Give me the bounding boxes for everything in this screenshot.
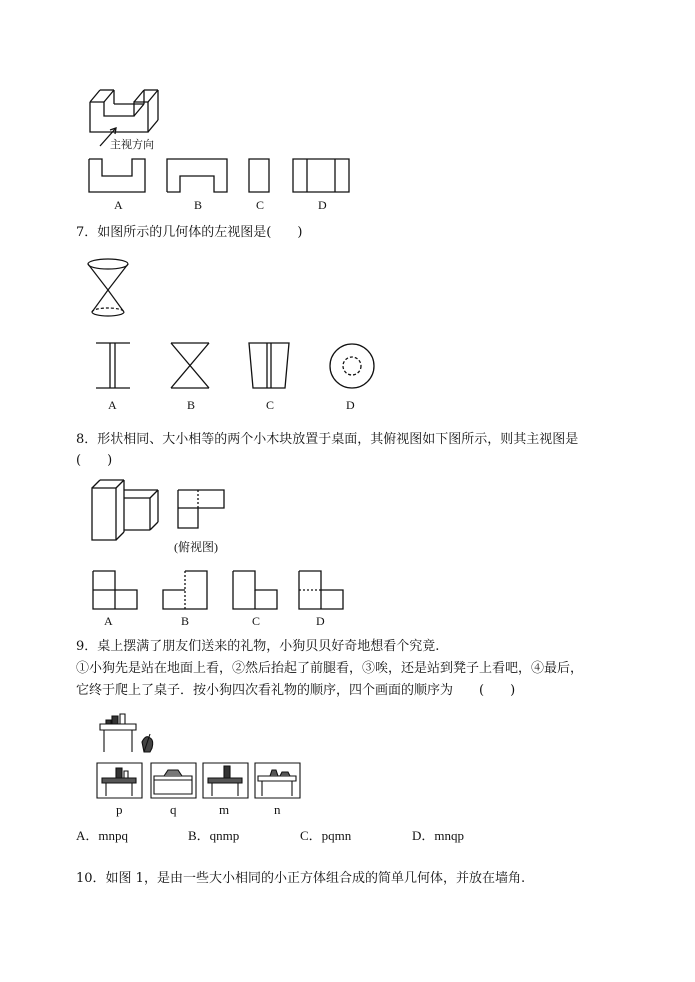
- q7-option-d-label: D: [346, 398, 355, 412]
- q8-option-a-figure: [92, 570, 140, 612]
- q6-option-d-label: D: [318, 198, 327, 212]
- q6-option-a-label: A: [114, 198, 123, 212]
- q6-option-b-figure: [166, 158, 230, 194]
- q9-choice-b: B．qnmp: [188, 828, 240, 843]
- q6-option-c-figure: [248, 158, 272, 194]
- picture-q-label: q: [170, 802, 177, 817]
- q8-option-d-figure: [298, 570, 346, 612]
- q9-choice-c: C．pqmn: [300, 828, 352, 843]
- top-view-label: (俯视图): [174, 540, 218, 554]
- q7-option-a-label: A: [108, 398, 117, 412]
- q8-option-c-label: C: [252, 614, 261, 628]
- wood-blocks-figure: [90, 478, 166, 544]
- q10-question: 10．如图 1，是由一些大小相同的小正方体组合成的简单几何体，并放在墙角.: [76, 871, 526, 886]
- double-cone-figure: [84, 258, 134, 320]
- q6-option-b-label: B: [194, 198, 203, 212]
- q7-option-c-figure: [248, 342, 292, 390]
- picture-m-label: m: [219, 802, 230, 817]
- top-view-figure: [176, 488, 228, 532]
- q8-option-b-label: B: [181, 614, 190, 628]
- q8-question-line1: 8．形状相同、大小相等的两个小木块放置于桌面，其俯视图如下图所示，则其主视图是: [76, 432, 579, 447]
- q9-question-line3: 它终于爬上了桌子．按小狗四次看礼物的顺序，四个画面的顺序为 ( ): [76, 683, 516, 698]
- q7-option-b-figure: [170, 342, 212, 390]
- q9-choice-a: A．mnpq: [76, 828, 129, 843]
- view-direction-label: 主视方向: [110, 139, 154, 151]
- q9-question-line1: 9．桌上摆满了朋友们送来的礼物，小狗贝贝好奇地想看个究竟.: [76, 639, 440, 654]
- picture-n: [254, 762, 302, 800]
- q9-choice-d: D．mnqp: [412, 828, 465, 843]
- q6-option-a-figure: [88, 158, 148, 194]
- q8-option-d-label: D: [316, 614, 325, 628]
- q8-option-c-figure: [232, 570, 280, 612]
- q8-option-b-figure: [162, 570, 210, 612]
- picture-n-label: n: [274, 802, 281, 817]
- q6-option-c-label: C: [256, 198, 265, 212]
- picture-m: [202, 762, 250, 800]
- q8-question-line2: ( ): [76, 453, 113, 468]
- q7-question: 7．如图所示的几何体的左视图是( ): [76, 225, 303, 240]
- picture-p-label: p: [116, 802, 123, 817]
- q7-option-b-label: B: [187, 398, 196, 412]
- table-and-puppy-figure: [98, 712, 160, 754]
- picture-p: [96, 762, 144, 800]
- q8-option-a-label: A: [104, 614, 113, 628]
- q7-option-c-label: C: [266, 398, 275, 412]
- picture-q: [150, 762, 198, 800]
- q9-question-line2: ①小狗先是站在地面上看，②然后抬起了前腿看，③唉，还是站到凳子上看吧，④最后，: [76, 661, 584, 676]
- q6-option-d-figure: [292, 158, 352, 194]
- q7-option-a-figure: [94, 342, 134, 390]
- q7-option-d-figure: [328, 342, 378, 392]
